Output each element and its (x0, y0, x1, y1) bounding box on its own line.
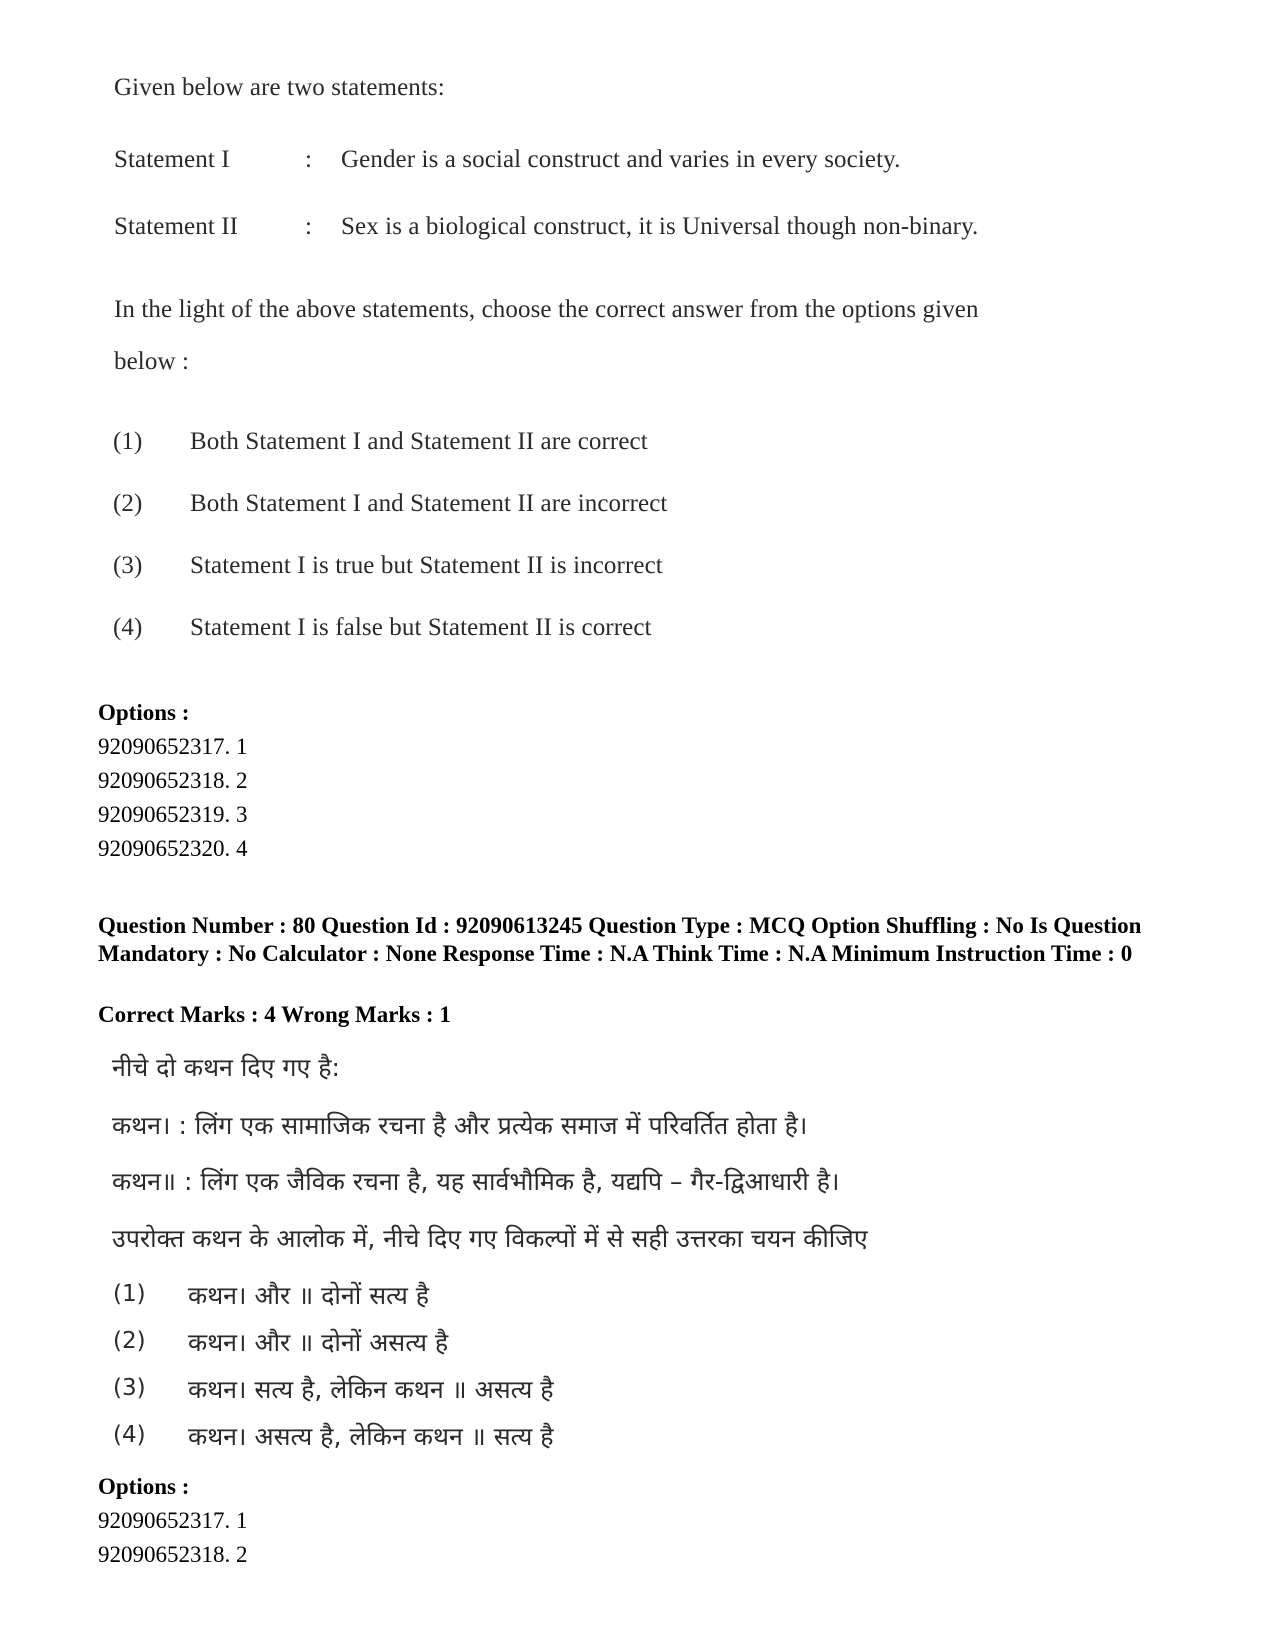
statement-1-colon: : (305, 146, 313, 173)
option-id-1: 92090652317. 1 (98, 1508, 248, 1533)
hindi-choice-3-text: कथन। सत्य है, लेकिन कथन ॥ असत्य है (188, 1375, 554, 1404)
hindi-choice-1-text: कथन। और ॥ दोनों सत्य है (188, 1281, 430, 1310)
statement-1-text: Gender is a social construct and varies in every society. (341, 146, 901, 173)
question-intro: Given below are two statements: (114, 74, 445, 101)
statement-2-colon: : (305, 213, 313, 240)
hindi-choice-3-number: (3) (113, 1375, 146, 1401)
hindi-choice-2-text: कथन। और ॥ दोनों असत्य है (188, 1328, 449, 1357)
hindi-choice-2-number: (2) (113, 1328, 146, 1354)
choice-1-number: (1) (113, 428, 143, 455)
statement-1-label: Statement I (114, 146, 230, 173)
hindi-instruction: उपरोक्त कथन के आलोक में, नीचे दिए गए विकल्पों में से सही उत्तरका चयन कीजिए (112, 1224, 868, 1253)
choice-2-number: (2) (113, 490, 143, 517)
option-id-1: 92090652317. 1 (98, 734, 248, 759)
statement-2-label: Statement II (114, 213, 239, 240)
hindi-choice-4-number: (4) (113, 1422, 146, 1448)
choice-2-text: Both Statement I and Statement II are incorrect (190, 490, 668, 517)
statement-2-text: Sex is a biological construct, it is Universal though non-binary. (341, 213, 979, 240)
choice-3-number: (3) (113, 552, 143, 579)
hindi-choice-4-text: कथन। असत्य है, लेकिन कथन ॥ सत्य है (188, 1422, 554, 1451)
options-heading: Options : (98, 700, 190, 725)
hindi-statement-1: कथन। : लिंग एक सामाजिक रचना है और प्रत्येक समाज में परिवर्तित होता है। (112, 1111, 808, 1140)
choice-3-text: Statement I is true but Statement II is incorrect (190, 552, 663, 579)
option-id-2: 92090652318. 2 (98, 1542, 248, 1567)
choice-1-text: Both Statement I and Statement II are correct (190, 428, 648, 455)
instruction-line-1: In the light of the above statements, choose the correct answer from the options given (114, 296, 979, 323)
question-meta: Question Number : 80 Question Id : 92090613245 Question Type : MCQ Option Shuffling : No Is Question Mandatory : No Calculator : None Response Time : N.A Think Time : N.A Minimum Instruction Time : 0 (98, 913, 1142, 966)
option-id-3: 92090652319. 3 (98, 802, 248, 827)
choice-4-number: (4) (113, 614, 143, 641)
option-id-4: 92090652320. 4 (98, 836, 248, 861)
question-marks: Correct Marks : 4 Wrong Marks : 1 (98, 1002, 451, 1027)
hindi-statement-2: कथन॥ : लिंग एक जैविक रचना है, यह सार्वभौमिक है, यद्यपि – गैर-द्विआधारी है। (112, 1167, 840, 1196)
instruction-line-2: below : (114, 348, 189, 375)
hindi-intro: नीचे दो कथन दिए गए है: (112, 1053, 340, 1082)
hindi-choice-1-number: (1) (113, 1281, 146, 1307)
option-id-2: 92090652318. 2 (98, 768, 248, 793)
options-heading: Options : (98, 1474, 190, 1499)
choice-4-text: Statement I is false but Statement II is correct (190, 614, 652, 641)
